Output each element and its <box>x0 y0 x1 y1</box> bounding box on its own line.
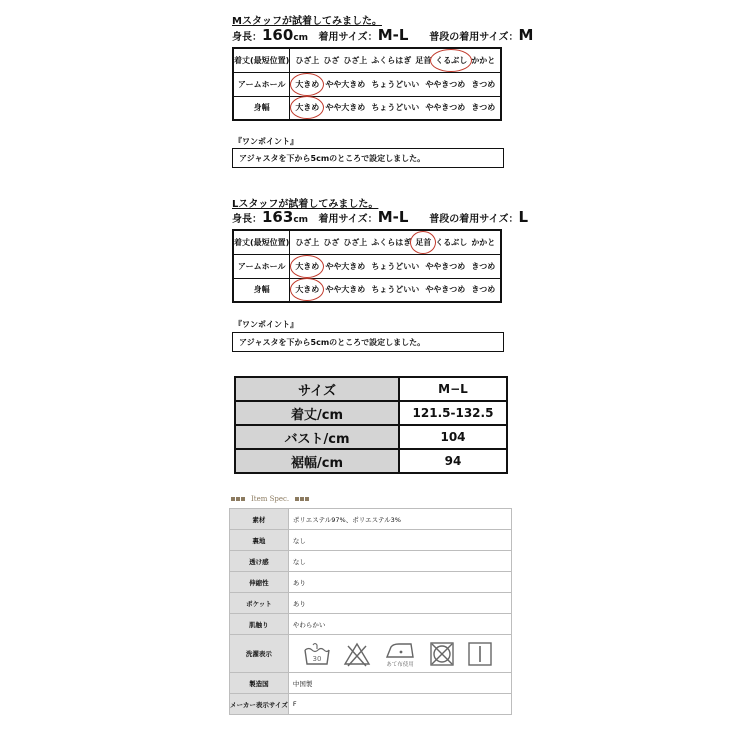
fit-row-length <box>233 48 501 72</box>
spec-label: 素材 <box>230 509 289 530</box>
l-staff-info <box>232 208 528 226</box>
size-row-value: M−L <box>399 377 507 401</box>
fit-option: きつめ <box>471 285 496 295</box>
item-spec-heading <box>231 495 309 503</box>
spec-row <box>230 673 512 694</box>
size-row-value: 94 <box>399 449 507 473</box>
line-dry-icon <box>467 641 493 667</box>
spec-label: 洗濯表示 <box>230 635 289 673</box>
fit-option: やや大きめ <box>325 103 366 113</box>
spec-label: ポケット <box>230 593 289 614</box>
fit-option-selected: 足首 <box>413 234 433 251</box>
size-row-value: 104 <box>399 425 507 449</box>
spec-row <box>230 530 512 551</box>
m-one-point-box: アジャスタを下から5cmのところで設定しました。 <box>232 148 504 168</box>
spec-label: 肌触り <box>230 614 289 635</box>
size-value: M-L <box>377 26 409 44</box>
fit-row-label: 身幅 <box>233 278 290 302</box>
ornament-icon <box>231 497 245 501</box>
fit-option: ふくらはぎ <box>371 55 412 65</box>
fit-row-armhole <box>233 254 501 278</box>
spec-row <box>230 551 512 572</box>
fit-option: ひざ上 <box>295 55 320 65</box>
spec-value: ポリエステル97%、ポリエステル3% <box>288 509 511 530</box>
fit-option: やや大きめ <box>325 261 366 271</box>
fit-option: ちょうどいい <box>371 261 420 271</box>
fit-option: 足首 <box>415 55 432 65</box>
usual-size-label: 普段の着用サイズ： <box>429 214 519 225</box>
size-row <box>235 449 507 473</box>
fit-options <box>290 73 500 96</box>
fit-option: くるぶし <box>435 237 468 247</box>
size-row <box>235 377 507 401</box>
item-spec-table <box>229 508 512 715</box>
fit-option: ひざ <box>323 55 340 65</box>
l-fit-table <box>232 229 502 303</box>
fit-option: やや大きめ <box>325 285 366 295</box>
fit-option: ややきつめ <box>425 285 466 295</box>
size-row-value: 121.5-132.5 <box>399 401 507 425</box>
spec-value: やわらかい <box>288 614 511 635</box>
fit-option: やや大きめ <box>325 79 366 89</box>
iron-low-with-cloth-icon <box>383 639 417 669</box>
fit-option: ややきつめ <box>425 79 466 89</box>
size-value: M-L <box>377 208 409 226</box>
spec-value: なし <box>288 551 511 572</box>
spec-row <box>230 509 512 530</box>
fit-option: かかと <box>471 237 496 247</box>
height-label: 身長： <box>232 214 262 225</box>
fit-row-label: アームホール <box>233 72 290 96</box>
size-row-label: 裾幅/cm <box>235 449 399 473</box>
height-unit: cm <box>293 33 309 43</box>
spec-value: なし <box>288 530 511 551</box>
fit-options <box>290 279 500 302</box>
fit-option-selected: 大きめ <box>293 258 321 275</box>
spec-row <box>230 572 512 593</box>
size-row <box>235 401 507 425</box>
fit-option: ふくらはぎ <box>371 237 412 247</box>
fit-option: ひざ上 <box>343 55 368 65</box>
fit-options <box>290 231 500 254</box>
height-value: 163 <box>262 208 294 226</box>
fit-options <box>290 49 500 72</box>
size-row <box>235 425 507 449</box>
fit-option: ややきつめ <box>425 103 466 113</box>
fit-option: ちょうどいい <box>371 79 420 89</box>
size-row-label: サイズ <box>235 377 399 401</box>
m-staff-title: Mスタッフが試着してみました。 <box>232 16 382 27</box>
fit-options <box>290 255 500 278</box>
fit-option: ややきつめ <box>425 261 466 271</box>
size-label: 着用サイズ： <box>318 32 378 43</box>
iron-note: あて布使用 <box>386 661 414 668</box>
size-label: 着用サイズ： <box>318 214 378 225</box>
wash-temp: 30 <box>312 654 322 663</box>
fit-option: きつめ <box>471 261 496 271</box>
fit-option: ひざ上 <box>295 237 320 247</box>
l-one-point-box: アジャスタを下から5cmのところで設定しました。 <box>232 332 504 352</box>
hand-wash-30-icon <box>303 641 331 667</box>
l-staff-title: Lスタッフが試着してみました。 <box>232 199 379 210</box>
m-one-point-label: 『ワンポイント』 <box>234 137 298 146</box>
fit-row-width <box>233 278 501 302</box>
spec-row <box>230 593 512 614</box>
fit-row-width <box>233 96 501 120</box>
ornament-icon <box>295 497 309 501</box>
spec-value: あり <box>288 572 511 593</box>
spec-row <box>230 614 512 635</box>
fit-option: かかと <box>471 55 496 65</box>
fit-option-selected: 大きめ <box>293 99 321 116</box>
usual-size-label: 普段の着用サイズ： <box>429 32 519 43</box>
item-spec-title: Item Spec. <box>251 495 290 503</box>
fit-row-armhole <box>233 72 501 96</box>
spec-row <box>230 694 512 715</box>
fit-option: きつめ <box>471 103 496 113</box>
size-row-label: バスト/cm <box>235 425 399 449</box>
usual-size-value: M <box>518 26 534 44</box>
m-staff-info <box>232 26 533 44</box>
spec-value: あり <box>288 593 511 614</box>
fit-option: ちょうどいい <box>371 103 420 113</box>
fit-row-label: アームホール <box>233 254 290 278</box>
fit-row-label: 身幅 <box>233 96 290 120</box>
fit-option-selected: 大きめ <box>293 76 321 93</box>
fit-row-length <box>233 230 501 254</box>
height-value: 160 <box>262 26 294 44</box>
m-fit-table <box>232 47 502 121</box>
fit-option: ちょうどいい <box>371 285 420 295</box>
fit-row-label: 着丈(最短位置) <box>233 230 290 254</box>
fit-option-selected: くるぶし <box>433 52 469 69</box>
fit-row-label: 着丈(最短位置) <box>233 48 290 72</box>
spec-label: 裏地 <box>230 530 289 551</box>
fit-option: きつめ <box>471 79 496 89</box>
height-label: 身長： <box>232 32 262 43</box>
usual-size-value: L <box>518 208 529 226</box>
spec-label: 伸縮性 <box>230 572 289 593</box>
fit-option-selected: 大きめ <box>293 281 321 298</box>
no-bleach-icon <box>343 641 371 667</box>
spec-label: メーカー表示サイズ <box>230 694 289 715</box>
no-tumble-dry-icon <box>429 641 455 667</box>
fit-option: ひざ上 <box>343 237 368 247</box>
fit-options <box>290 97 500 120</box>
spec-label: 製造国 <box>230 673 289 694</box>
spec-row-care <box>230 635 512 673</box>
spec-value: 中国製 <box>288 673 511 694</box>
size-table <box>234 376 508 474</box>
l-one-point-label: 『ワンポイント』 <box>234 320 298 329</box>
spec-value: F <box>288 694 511 715</box>
height-unit: cm <box>293 215 309 225</box>
size-row-label: 着丈/cm <box>235 401 399 425</box>
spec-label: 透け感 <box>230 551 289 572</box>
care-icons <box>293 639 511 669</box>
fit-option: ひざ <box>323 237 340 247</box>
